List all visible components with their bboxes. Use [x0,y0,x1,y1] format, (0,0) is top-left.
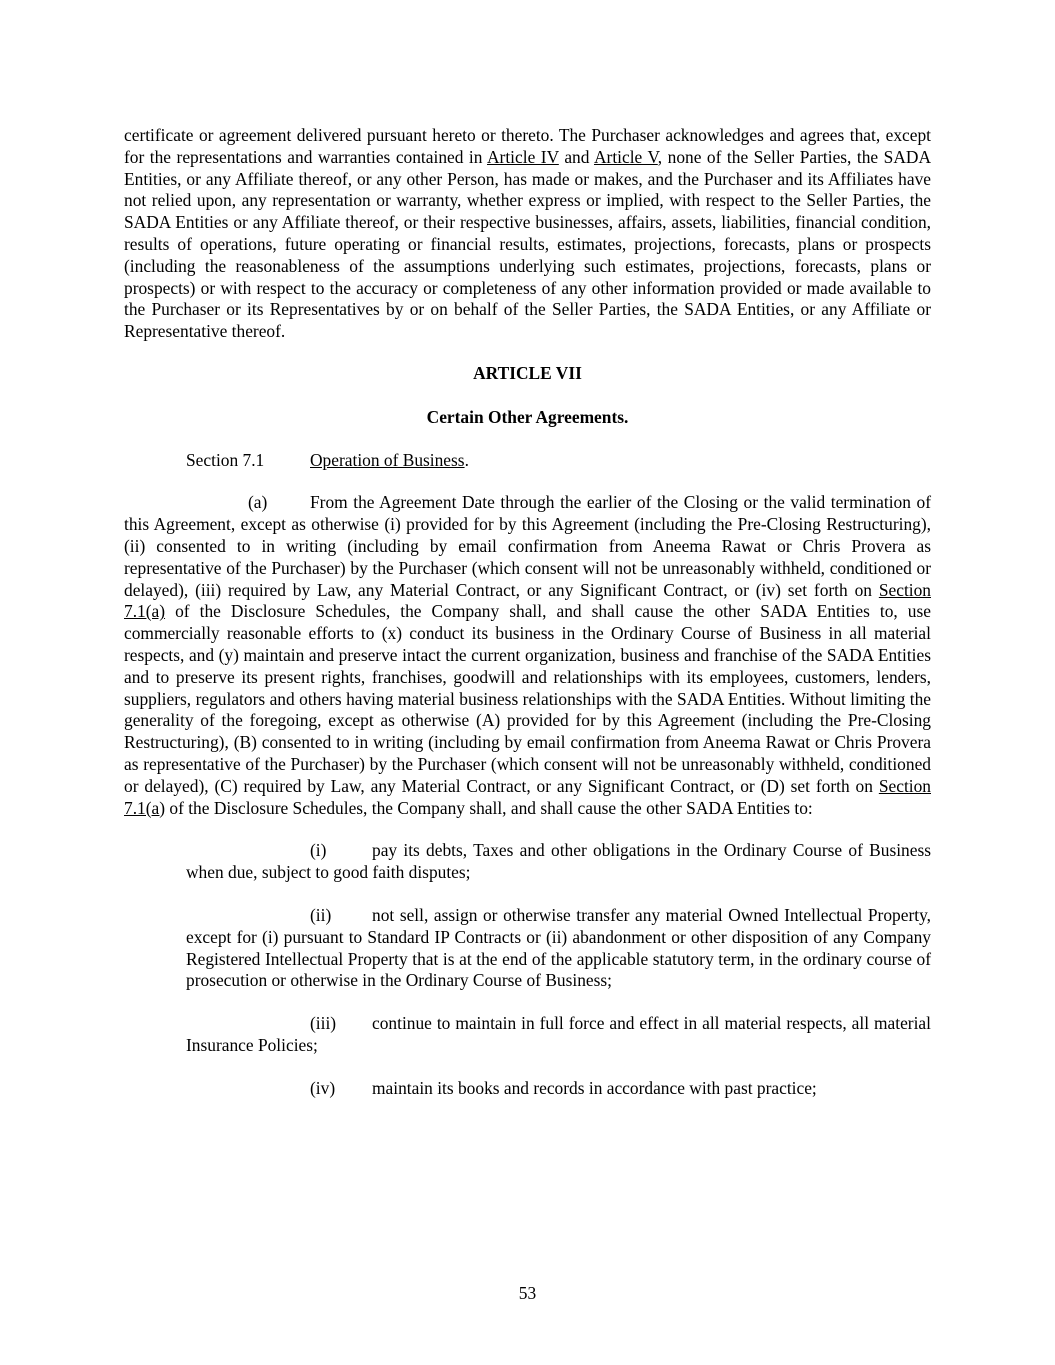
paragraph-a [124,492,931,819]
paragraph-a-text-1: From the Agreement Date through the earlier of the Closing or the valid termination of this Agreement, except as otherwise (i) provided for by this Agreement (including the Pre-Closing Restructuring), (ii) consented to in writing (including by email confirmation from Aneema Rawat or Chris Provera as representative of the Purchaser) by the Purchaser (which consent will not be unreasonably withheld, conditioned or delayed), (iii) required by Law, any Material Contract, or any Significant Contract, or (iv) set forth on [124,492,931,600]
intro-text-1: certificate or agreement delivered pursuant hereto or thereto. The Purchaser acknowledges and agrees that, except for the representations and warranties contained in [124,125,931,167]
list-item [186,1078,931,1100]
list-item [186,905,931,992]
intro-text-2: and [558,146,594,167]
list-item-text: not sell, assign or otherwise transfer any material Owned Intellectual Property, except for (i) pursuant to Standard IP Contracts or (ii) abandonment or other disposition of any Company Registered Intellectual Property that is at the end of the applicable statutory term, in the ordinary course of prosecution or otherwise in the Ordinary Course of Business; [186,904,931,991]
list-item-text: continue to maintain in full force and effect in all material respects, all material Insurance Policies; [186,1013,931,1055]
article-v-reference: Article V [593,146,658,167]
section-heading [124,450,931,472]
paragraph-a-text-2: of the Disclosure Schedules, the Company shall, and shall cause the other SADA Entities to, use commercially reasonable efforts to (x) conduct its business in the Ordinary Course of Business in all material respects, and (y) maintain and preserve intact the current organization, business and franchise of the SADA Entities and to preserve its present rights, franchises, goodwill and relationships with its employees, customers, lenders, suppliers, regulators and others having material business relationships with the SADA Entities. Without limiting the generality of the foregoing, except as otherwise (A) provided for by this Agreement (including the Pre-Closing Restructuring), (B) consented to in writing (including by email confirmation from Aneema Rawat or Chris Provera as representative of the Purchaser) by the Purchaser (which consent will not be unreasonably withheld, conditioned or delayed), (C) required by Law, any Material Contract, or any Significant Contract, or (D) set forth on [124,601,931,796]
list-item-label: (iv) [310,1077,336,1098]
list-item-label: (iii) [310,1013,337,1034]
article-iv-reference: Article IV [487,146,559,167]
paragraph-a-text-3: of the Disclosure Schedules, the Company shall, and shall cause the other SADA Entities to: [165,797,813,818]
section-title-period: . [464,449,469,470]
section-7-1a-reference-1: Section 7.1(a) [124,579,931,622]
list-item-text: maintain its books and records in accordance with past practice; [372,1077,817,1098]
list-item [186,840,931,884]
list-item-text: pay its debts, Taxes and other obligations in the Ordinary Course of Business when due, subject to good faith disputes; [186,840,931,883]
article-heading: ARTICLE VII [473,362,582,383]
section-7-1a-reference-2: Section 7.1(a) [124,775,931,818]
page-number: 53 [518,1283,537,1303]
list-item-label: (ii) [310,904,332,925]
section-number: Section 7.1 [186,449,265,470]
section-title: Operation of Business [310,449,465,470]
document-page [124,125,931,1099]
article-title: Certain Other Agreements. [426,406,629,427]
intro-text-3: , none of the Seller Parties, the SADA Entities, or any Affiliate thereof, or any other Person, has made or makes, and the Purchaser and its Affiliates have not relied upon, any representation or warranty, whether express or implied, with respect to the Seller Parties, the SADA Entities or any Affiliate thereof, or their respective businesses, affairs, assets, liabilities, financial condition, results of operations, future operating or financial results, estimates, projections, forecasts, plans or prospects (including the reasonableness of the assumptions underlying such estimates, projections, forecasts, plans or prospects) or with respect to the accuracy or completeness of any other information provided or made available to the Purchaser or its Representatives by or on behalf of the Seller Parties, the SADA Entities, or any Affiliate or Representative thereof. [124,146,932,342]
paragraph-a-label: (a) [248,492,268,513]
intro-paragraph [124,125,931,343]
list-item-label: (i) [310,840,327,861]
list-item [186,1013,931,1057]
